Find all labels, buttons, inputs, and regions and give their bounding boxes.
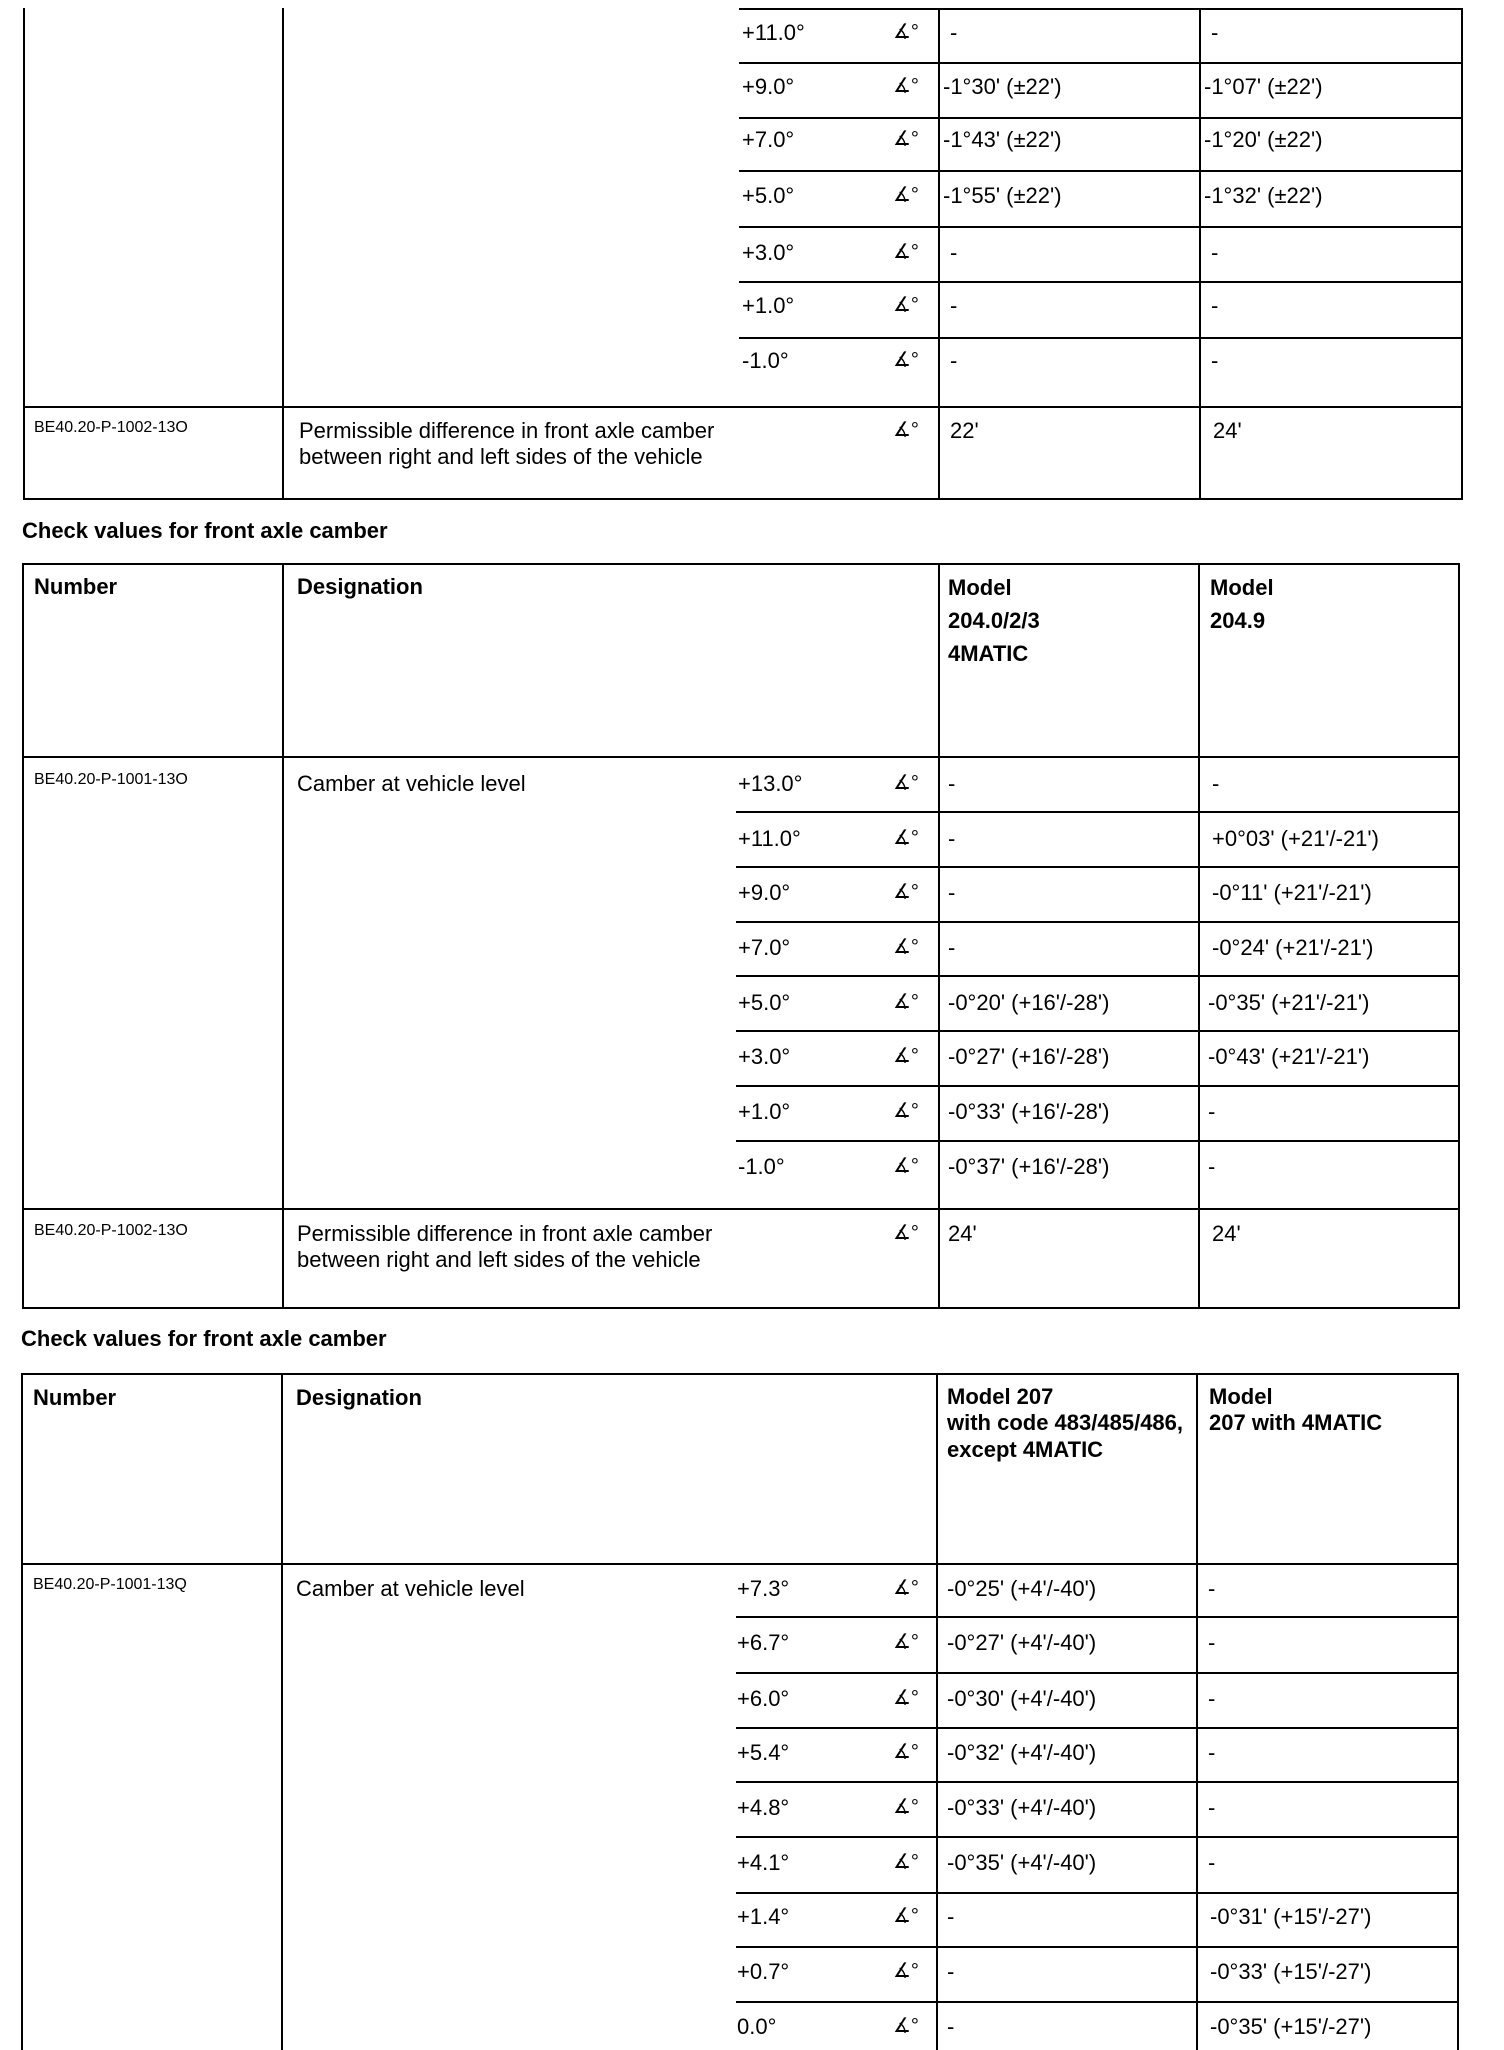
value-col1: - bbox=[948, 935, 956, 960]
angle-icon: ∡° bbox=[893, 241, 919, 263]
angle-icon: ∡° bbox=[893, 1155, 919, 1177]
value-col2: - bbox=[1211, 348, 1219, 373]
value-col1: -0°27' (+16'/-28') bbox=[948, 1044, 1110, 1069]
angle-icon: ∡° bbox=[893, 419, 919, 441]
adjustment-value: +4.1° bbox=[737, 1850, 790, 1875]
item-number: BE40.20-P-1002-13O bbox=[34, 419, 188, 436]
value-col1: - bbox=[948, 826, 956, 851]
angle-icon: ∡° bbox=[893, 128, 919, 150]
adjustment-value: +5.0° bbox=[742, 183, 795, 208]
value-col2: - bbox=[1211, 20, 1219, 45]
angle-icon: ∡° bbox=[893, 1222, 919, 1244]
value-col1: -0°20' (+16'/-28') bbox=[948, 990, 1110, 1015]
adjustment-value: +11.0° bbox=[738, 826, 801, 851]
adjustment-value: +6.0° bbox=[737, 1686, 790, 1711]
value-col2: -1°20' (±22') bbox=[1204, 127, 1323, 152]
angle-icon: ∡° bbox=[893, 827, 919, 849]
value-col2: -0°43' (+21'/-21') bbox=[1208, 1044, 1370, 1069]
value-col2: - bbox=[1208, 1850, 1216, 1875]
angle-icon: ∡° bbox=[893, 1100, 919, 1122]
adjustment-value: -1.0° bbox=[738, 1154, 785, 1179]
designation-line1: Permissible difference in front axle camber bbox=[297, 1221, 713, 1246]
adjustment-value: +5.0° bbox=[738, 990, 791, 1015]
header-model-col2: Model 204.9 bbox=[1210, 575, 1274, 633]
value-col2: - bbox=[1208, 1099, 1216, 1124]
value-col2: -0°35' (+15'/-27') bbox=[1210, 2014, 1372, 2039]
value-col2: -0°33' (+15'/-27') bbox=[1210, 1959, 1372, 1984]
angle-icon: ∡° bbox=[893, 75, 919, 97]
angle-icon: ∡° bbox=[893, 1796, 919, 1818]
header-model-col2: Model 207 with 4MATIC bbox=[1209, 1384, 1383, 1436]
designation-line1: Permissible difference in front axle camber bbox=[299, 418, 715, 443]
header-designation: Designation bbox=[296, 1385, 422, 1410]
value-col2: -1°07' (±22') bbox=[1204, 74, 1323, 99]
adjustment-value: +3.0° bbox=[742, 240, 795, 265]
value-col2: - bbox=[1208, 1740, 1216, 1765]
adjustment-value: +1.4° bbox=[737, 1904, 790, 1929]
value-col2: - bbox=[1208, 1795, 1216, 1820]
adjustment-value: +11.0° bbox=[742, 20, 805, 45]
designation-line2: between right and left sides of the vehicle bbox=[299, 444, 703, 469]
value-col1: - bbox=[948, 771, 956, 796]
value-col1: - bbox=[947, 1904, 955, 1929]
designation: Camber at vehicle level bbox=[296, 1576, 525, 1601]
adjustment-value: +7.0° bbox=[742, 127, 795, 152]
value-col1: - bbox=[947, 1959, 955, 1984]
angle-icon: ∡° bbox=[893, 1741, 919, 1763]
designation-line2: between right and left sides of the vehicle bbox=[297, 1247, 701, 1272]
angle-icon: ∡° bbox=[893, 1687, 919, 1709]
angle-icon: ∡° bbox=[893, 2015, 919, 2037]
value-col1: - bbox=[950, 240, 958, 265]
value-col2: - bbox=[1208, 1686, 1216, 1711]
value-col1: -1°43' (±22') bbox=[943, 127, 1062, 152]
header-model-col1: Model 207 with code 483/485/486, except 4MATIC bbox=[947, 1384, 1184, 1462]
angle-icon: ∡° bbox=[893, 1851, 919, 1873]
value-col2: -1°32' (±22') bbox=[1204, 183, 1323, 208]
adjustment-value: -1.0° bbox=[742, 348, 789, 373]
item-number: BE40.20-P-1002-13O bbox=[34, 1222, 188, 1239]
angle-icon: ∡° bbox=[893, 21, 919, 43]
value-col2: -0°24' (+21'/-21') bbox=[1212, 935, 1374, 960]
value-col1: -0°35' (+4'/-40') bbox=[947, 1850, 1097, 1875]
value-col2: 24' bbox=[1212, 1221, 1241, 1246]
value-col2: - bbox=[1211, 240, 1219, 265]
adjustment-value: +0.7° bbox=[737, 1959, 790, 1984]
value-col2: - bbox=[1211, 293, 1219, 318]
angle-icon: ∡° bbox=[893, 936, 919, 958]
header-number: Number bbox=[34, 574, 118, 599]
value-col1: - bbox=[950, 348, 958, 373]
value-col2: - bbox=[1212, 771, 1220, 796]
value-col1: -0°30' (+4'/-40') bbox=[947, 1686, 1097, 1711]
value-col1: -1°30' (±22') bbox=[943, 74, 1062, 99]
angle-icon: ∡° bbox=[893, 184, 919, 206]
value-col1: -0°37' (+16'/-28') bbox=[948, 1154, 1110, 1179]
adjustment-value: +7.3° bbox=[737, 1576, 790, 1601]
adjustment-value: +4.8° bbox=[737, 1795, 790, 1820]
angle-icon: ∡° bbox=[893, 1045, 919, 1067]
angle-icon: ∡° bbox=[893, 1631, 919, 1653]
value-col1: - bbox=[947, 2014, 955, 2039]
value-col2: 24' bbox=[1213, 418, 1242, 443]
value-col2: -0°31' (+15'/-27') bbox=[1210, 1904, 1372, 1929]
angle-icon: ∡° bbox=[893, 881, 919, 903]
value-col2: - bbox=[1208, 1630, 1216, 1655]
angle-icon: ∡° bbox=[893, 1577, 919, 1599]
designation: Camber at vehicle level bbox=[297, 771, 526, 796]
angle-icon: ∡° bbox=[893, 294, 919, 316]
adjustment-value: +9.0° bbox=[738, 880, 791, 905]
angle-icon: ∡° bbox=[893, 772, 919, 794]
adjustment-value: +5.4° bbox=[737, 1740, 790, 1765]
angle-icon: ∡° bbox=[893, 991, 919, 1013]
value-col1: -1°55' (±22') bbox=[943, 183, 1062, 208]
value-col1: 24' bbox=[948, 1221, 977, 1246]
value-col2: +0°03' (+21'/-21') bbox=[1212, 826, 1379, 851]
adjustment-value: +7.0° bbox=[738, 935, 791, 960]
header-designation: Designation bbox=[297, 574, 423, 599]
section-title: Check values for front axle camber bbox=[21, 1326, 387, 1351]
value-col1: 22' bbox=[950, 418, 979, 443]
adjustment-value: 0.0° bbox=[737, 2014, 777, 2039]
angle-icon: ∡° bbox=[893, 1905, 919, 1927]
adjustment-value: +1.0° bbox=[738, 1099, 791, 1124]
adjustment-value: +3.0° bbox=[738, 1044, 791, 1069]
value-col2: -0°11' (+21'/-21') bbox=[1212, 880, 1372, 905]
header-number: Number bbox=[33, 1385, 117, 1410]
adjustment-value: +1.0° bbox=[742, 293, 795, 318]
value-col1: - bbox=[950, 293, 958, 318]
adjustment-value: +13.0° bbox=[738, 771, 803, 796]
header-model-col1: Model 204.0/2/3 4MATIC bbox=[948, 575, 1040, 666]
angle-icon: ∡° bbox=[893, 349, 919, 371]
item-number: BE40.20-P-1001-13Q bbox=[33, 1576, 187, 1593]
value-col1: - bbox=[948, 880, 956, 905]
value-col2: -0°35' (+21'/-21') bbox=[1208, 990, 1370, 1015]
adjustment-value: +6.7° bbox=[737, 1630, 790, 1655]
item-number: BE40.20-P-1001-13O bbox=[34, 771, 188, 788]
value-col1: -0°33' (+16'/-28') bbox=[948, 1099, 1110, 1124]
value-col1: - bbox=[950, 20, 958, 45]
adjustment-value: +9.0° bbox=[742, 74, 795, 99]
value-col2: - bbox=[1208, 1154, 1216, 1179]
value-col1: -0°32' (+4'/-40') bbox=[947, 1740, 1097, 1765]
value-col1: -0°27' (+4'/-40') bbox=[947, 1630, 1097, 1655]
value-col2: - bbox=[1208, 1576, 1216, 1601]
section-title: Check values for front axle camber bbox=[22, 518, 388, 543]
value-col1: -0°33' (+4'/-40') bbox=[947, 1795, 1097, 1820]
angle-icon: ∡° bbox=[893, 1960, 919, 1982]
value-col1: -0°25' (+4'/-40') bbox=[947, 1576, 1097, 1601]
